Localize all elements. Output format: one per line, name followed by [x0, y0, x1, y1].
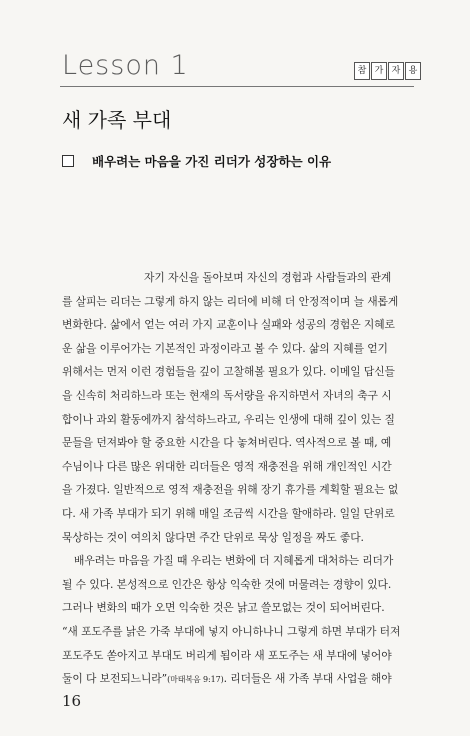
participant-tag-group: [354, 62, 421, 80]
body-line: “새 포도주를 낡은 가죽 부대에 넣지 아니하나니 그렇게 하면 부대가 터져: [62, 624, 401, 638]
body-line-tail: . 리더들은 새 가족 부대 사업을 해야: [223, 672, 392, 686]
tag-character: 가: [371, 62, 387, 80]
quote-end: 둘이 다 보전되느니라”: [62, 672, 168, 686]
body-text: [62, 266, 416, 692]
tag-character: 자: [388, 62, 404, 80]
body-line: 을 신속히 처리하느라 또는 현재의 독서량을 유지하면서 자녀의 축구 시: [62, 388, 392, 402]
checkbox-icon: [62, 155, 74, 167]
tag-character: 용: [405, 62, 421, 80]
body-line: 묵상하는 것이 여의치 않다면 주간 단위로 묵상 일정을 짜도 좋다.: [62, 530, 364, 544]
body-line: 다. 새 가족 부대가 되기 위해 매일 조금씩 시간을 할애하라. 일일 단위로: [62, 506, 395, 520]
body-line: 수님이나 다른 많은 위대한 리더들은 영적 재충전을 위해 개인적인 시간: [62, 459, 392, 473]
scripture-citation: (마태복음 9:17): [167, 675, 224, 685]
section-heading-text: 배우려는 마음을 가진 리더가 성장하는 이유: [92, 154, 332, 169]
page-number: 16: [62, 692, 82, 710]
body-line: 위해서는 먼저 이런 경험들을 깊이 고찰해볼 필요가 있다. 이메일 답신들: [62, 365, 395, 379]
section-heading: [62, 152, 331, 170]
header-divider: [60, 86, 414, 87]
tag-character: 참: [354, 62, 370, 80]
body-line: [62, 667, 416, 692]
body-line: 될 수 있다. 본성적으로 인간은 항상 익숙한 것에 머물려는 경향이 있다.: [62, 577, 392, 591]
body-line: 포도주도 쏟아지고 부대도 버리게 됨이라 새 포도주는 새 부대에 넣어야: [62, 648, 392, 662]
body-line: 변화한다. 삶에서 얻는 여러 가지 교훈이나 실패와 성공의 경험은 지혜로: [62, 318, 395, 332]
body-line: 를 살피는 리더는 그렇게 하지 않는 리더에 비해 더 안정적이며 늘 새롭게: [62, 294, 399, 308]
body-line: 을 가졌다. 일반적으로 영적 재충전을 위해 장기 휴가를 계획할 필요는 없: [62, 483, 399, 497]
body-line: 문들을 던져봐야 할 중요한 시간을 다 놓쳐버린다. 역사적으로 볼 때, 예: [62, 436, 392, 450]
lesson-label: Lesson 1: [62, 50, 189, 81]
body-line: 자기 자신을 돌아보며 자신의 경험과 사람들과의 관계: [144, 271, 392, 284]
body-line: 배우려는 마음을 가질 때 우리는 변화에 더 지혜롭게 대처하는 리더가: [74, 554, 394, 568]
page-title: 새 가족 부대: [62, 108, 172, 132]
body-line: 합이나 과외 활동에까지 참석하느라고, 우리는 인생에 대해 깊이 있는 질: [62, 412, 395, 426]
body-line: 운 삶을 이루어가는 기본적인 과정이라고 볼 수 있다. 삶의 지혜를 얻기: [62, 341, 388, 355]
body-line: 그러나 변화의 때가 오면 익숙한 것은 낡고 쓸모없는 것이 되어버린다.: [62, 601, 385, 615]
